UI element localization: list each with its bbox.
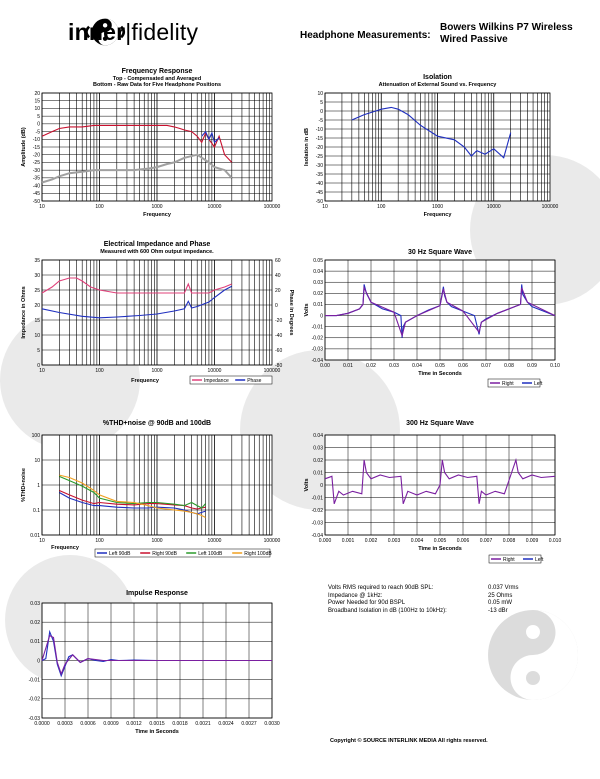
y2-tick-label: -40	[275, 332, 283, 339]
y-axis-label: Isolation in dB	[304, 128, 310, 166]
x-axis-label: Time in Seconds	[418, 546, 462, 552]
y2-tick-label: 20	[275, 287, 281, 294]
x-tick-label: 10000	[207, 204, 222, 210]
summary-row	[328, 585, 548, 593]
x-tick-label: 10	[322, 204, 328, 210]
y-tick-label: 0	[37, 362, 40, 369]
y-tick-label: 1	[37, 482, 40, 489]
y-tick-label: -10	[32, 137, 40, 144]
thd-noise-chart	[5, 415, 295, 575]
summary-row	[328, 600, 548, 608]
y-tick-label: -0.03	[311, 346, 323, 353]
y2-tick-label: -80	[275, 362, 283, 369]
x-tick-label: 0.005	[433, 538, 447, 544]
y-tick-label: 15	[34, 317, 40, 324]
y-tick-label: -5	[35, 129, 40, 136]
y-tick-label: -30	[32, 167, 40, 174]
x-tick-label: 0.10	[550, 363, 560, 369]
y-tick-label: 0.01	[313, 470, 323, 477]
x-tick-label: 0.03	[389, 363, 399, 369]
y-tick-label: -0.03	[28, 715, 40, 722]
x-tick-label: 0.0009	[103, 721, 119, 727]
y-tick-label: 0.02	[313, 291, 323, 298]
y-tick-label: -0.04	[311, 532, 323, 539]
legend-label: Right	[502, 381, 514, 387]
x-tick-label: 100000	[263, 204, 281, 210]
y-tick-label: -35	[32, 175, 40, 182]
y-tick-label: 0	[320, 313, 323, 320]
legend-label: Left	[534, 381, 543, 387]
chart-title: 300 Hz Square Wave	[406, 420, 474, 427]
x-axis-label: Frequency	[423, 212, 452, 218]
chart-title: Electrical Impedance and Phase	[103, 241, 211, 248]
x-tick-label: 100	[95, 204, 104, 210]
logo-text: inner|fidelity	[68, 19, 199, 45]
x-tick-label: 0.01	[343, 363, 353, 369]
y-tick-label: 25	[34, 287, 40, 294]
x-tick-label: 0.05	[435, 363, 445, 369]
legend-label: Left	[535, 557, 544, 563]
x-tick-label: 1000	[151, 204, 163, 210]
y-tick-label: 0.02	[313, 457, 323, 464]
y-tick-label: -20	[315, 144, 323, 151]
legend-label: Right 90dB	[152, 551, 177, 557]
y-tick-label: -0.01	[28, 677, 40, 684]
y-axis-label: %THD+noise	[21, 468, 27, 502]
y2-axis-label: Phase in Degrees	[288, 289, 294, 336]
chart-subtitle: Bottom - Raw Data for Five Headphone Positions	[92, 82, 222, 88]
y-axis-label: Volts	[304, 478, 310, 492]
y-tick-label: -50	[32, 198, 40, 205]
y2-tick-label: 40	[275, 272, 281, 279]
x-tick-label: 0.0015	[149, 721, 165, 727]
x-tick-label: 0.001	[341, 538, 355, 544]
legend-label: Right 100dB	[244, 551, 272, 557]
x-tick-label: 1000	[431, 204, 444, 210]
chart-title: Frequency Response	[121, 68, 193, 75]
y-tick-label: -0.02	[311, 335, 323, 342]
y2-tick-label: 60	[275, 257, 281, 264]
x-tick-label: 0.0024	[218, 721, 234, 727]
y-tick-label: -0.02	[28, 696, 40, 703]
x-axis-label: Time in Seconds	[418, 371, 462, 377]
y-tick-label: 10	[34, 332, 40, 339]
y2-tick-label: -60	[275, 347, 283, 354]
legend-label: Right	[503, 557, 515, 563]
y-tick-label: 35	[34, 257, 40, 264]
y-tick-label: 0.04	[313, 432, 323, 439]
y-tick-label: 0.01	[30, 639, 40, 646]
x-tick-label: 1000	[151, 368, 163, 374]
x-tick-label: 0.0012	[126, 721, 142, 727]
y-tick-label: -5	[318, 117, 323, 124]
y-axis-label: Amplitude (dB)	[21, 127, 27, 167]
y-tick-label: 15	[34, 98, 40, 105]
summary-row	[328, 593, 548, 601]
y-axis-label: Volts	[304, 303, 310, 317]
y-tick-label: 0	[320, 482, 323, 489]
x-tick-label: 100000	[263, 368, 281, 374]
chart-title: Isolation	[423, 74, 452, 81]
impulse-response-chart	[10, 585, 280, 735]
frequency-response-chart	[10, 65, 281, 218]
summary-value: 25 Ohms	[488, 592, 513, 599]
x-axis-label: Frequency	[51, 545, 79, 551]
x-tick-label: 0.002	[364, 538, 378, 544]
x-tick-label: 100000	[263, 538, 281, 544]
legend-label: Impedance	[204, 378, 229, 384]
y-tick-label: 10	[317, 90, 323, 97]
legend-label: Phase	[247, 378, 262, 384]
square-wave-30hz-chart	[305, 238, 575, 388]
y-tick-label: -45	[32, 191, 40, 198]
y-tick-label: -0.01	[311, 495, 323, 502]
x-tick-label: 0.0000	[34, 721, 50, 727]
y-tick-label: -15	[32, 144, 40, 151]
y-tick-label: -30	[315, 162, 323, 169]
y-tick-label: 0.01	[313, 302, 323, 309]
y-tick-label: 0.03	[313, 280, 323, 287]
y2-tick-label: 0	[275, 302, 278, 309]
y-tick-label: -40	[32, 183, 40, 190]
y-axis-label: Impedance in Ohms	[21, 286, 27, 339]
square-wave-300hz-chart	[305, 415, 575, 575]
measurements-summary	[328, 585, 548, 615]
x-tick-label: 0.010	[548, 538, 562, 544]
x-axis-label: Frequency	[131, 378, 159, 384]
x-axis-label: Time in Seconds	[135, 729, 179, 735]
impedance-phase-chart	[5, 238, 295, 388]
summary-label: Volts RMS required to reach 90dB SPL:	[328, 585, 434, 591]
x-tick-label: 100	[377, 204, 386, 210]
y2-tick-label: -20	[275, 317, 283, 324]
summary-label: Power Needed for 90d BSPL	[328, 600, 406, 606]
y-tick-label: -20	[32, 152, 40, 159]
y-tick-label: 5	[37, 347, 40, 354]
x-tick-label: 0.00	[320, 363, 330, 369]
x-axis-label: Frequency	[143, 212, 171, 218]
x-tick-label: 0.0018	[172, 721, 188, 727]
x-tick-label: 0.04	[412, 363, 422, 369]
y-tick-label: 10	[34, 106, 40, 113]
y-tick-label: 0.03	[30, 600, 40, 607]
y-tick-label: -25	[315, 153, 323, 160]
y-tick-label: -50	[315, 198, 323, 205]
isolation-chart	[304, 65, 575, 218]
x-tick-label: 10000	[486, 204, 501, 210]
y-tick-label: -0.03	[311, 520, 323, 527]
summary-value: -13 dBr	[488, 607, 508, 614]
x-tick-label: 0.07	[481, 363, 491, 369]
x-tick-label: 0.0006	[80, 721, 96, 727]
x-tick-label: 0.004	[410, 538, 424, 544]
y-tick-label: 0.02	[30, 619, 40, 626]
x-tick-label: 10000	[207, 368, 222, 374]
y-tick-label: 0.03	[313, 445, 323, 452]
chart-title: Impulse Response	[126, 590, 188, 597]
x-tick-label: 0.009	[525, 538, 539, 544]
x-tick-label: 0.0030	[264, 721, 280, 727]
x-tick-label: 0.08	[504, 363, 514, 369]
legend-label: Left 100dB	[198, 551, 223, 557]
y-tick-label: 30	[34, 272, 40, 279]
chart-subtitle: Attenuation of External Sound vs. Frequency	[378, 82, 497, 88]
x-tick-label: 0.02	[366, 363, 376, 369]
section-label: Headphone Measurements:	[300, 30, 431, 41]
copyright-text: Copyright © SOURCE INTERLINK MEDIA All rights reserved.	[330, 738, 488, 744]
chart-title: 30 Hz Square Wave	[408, 249, 472, 256]
y-tick-label: 20	[34, 302, 40, 309]
x-tick-label: 0.0027	[241, 721, 257, 727]
summary-value: 0.037 Vrms	[488, 585, 519, 591]
y-tick-label: -10	[315, 126, 323, 133]
y-tick-label: -0.02	[311, 507, 323, 514]
y-tick-label: -45	[315, 189, 323, 196]
y-tick-label: 5	[37, 113, 40, 120]
y-tick-label: 5	[320, 99, 323, 106]
x-tick-label: 0.0021	[195, 721, 211, 727]
y-tick-label: -40	[315, 180, 323, 187]
summary-label: Impedance @ 1kHz:	[328, 592, 383, 599]
x-tick-label: 0.007	[479, 538, 493, 544]
x-tick-label: 10	[39, 368, 45, 374]
y-tick-label: 20	[34, 90, 40, 97]
y-tick-label: 0.04	[313, 268, 323, 275]
y-tick-label: 0.01	[30, 532, 40, 539]
y-tick-label: -25	[32, 160, 40, 167]
chart-subtitle: Measured with 600 Ohm output impedance.	[100, 249, 214, 255]
yinyang-logo-icon	[478, 600, 588, 710]
product-title-line2: Wired Passive	[440, 34, 508, 45]
y-tick-label: 0.1	[33, 507, 40, 514]
x-tick-label: 10	[39, 538, 45, 544]
x-tick-label: 10000	[207, 538, 222, 544]
y-tick-label: 0	[37, 121, 40, 128]
y-tick-label: -0.04	[311, 357, 323, 364]
summary-value: 0.05 mW	[488, 600, 513, 606]
summary-label: Broadband Isolation in dB (100Hz to 10kHz):	[328, 607, 447, 614]
product-title-line1: Bowers Wilkins P7 Wireless	[440, 22, 573, 33]
x-tick-label: 0.000	[318, 538, 332, 544]
x-tick-label: 0.09	[527, 363, 537, 369]
y-tick-label: 0	[320, 108, 323, 115]
y-tick-label: -0.01	[311, 324, 323, 331]
x-tick-label: 100	[95, 538, 104, 544]
x-tick-label: 0.006	[456, 538, 470, 544]
x-tick-label: 100	[95, 368, 104, 374]
x-tick-label: 0.06	[458, 363, 468, 369]
x-tick-label: 0.003	[387, 538, 401, 544]
y-tick-label: 0.05	[313, 257, 323, 264]
chart-subtitle: Top - Compensated and Averaged	[112, 76, 202, 82]
x-tick-label: 1000	[151, 538, 163, 544]
x-tick-label: 100000	[541, 204, 559, 210]
x-tick-label: 10	[39, 204, 45, 210]
chart-title: %THD+noise @ 90dB and 100dB	[102, 420, 212, 427]
y-tick-label: -15	[315, 135, 323, 142]
summary-row	[328, 608, 548, 616]
y-tick-label: -35	[315, 171, 323, 178]
legend-label: Left 90dB	[109, 551, 131, 557]
y-tick-label: 100	[31, 432, 40, 439]
y-tick-label: 10	[34, 457, 40, 464]
x-tick-label: 0.008	[502, 538, 516, 544]
y-tick-label: 0	[37, 658, 40, 665]
x-tick-label: 0.0003	[57, 721, 73, 727]
